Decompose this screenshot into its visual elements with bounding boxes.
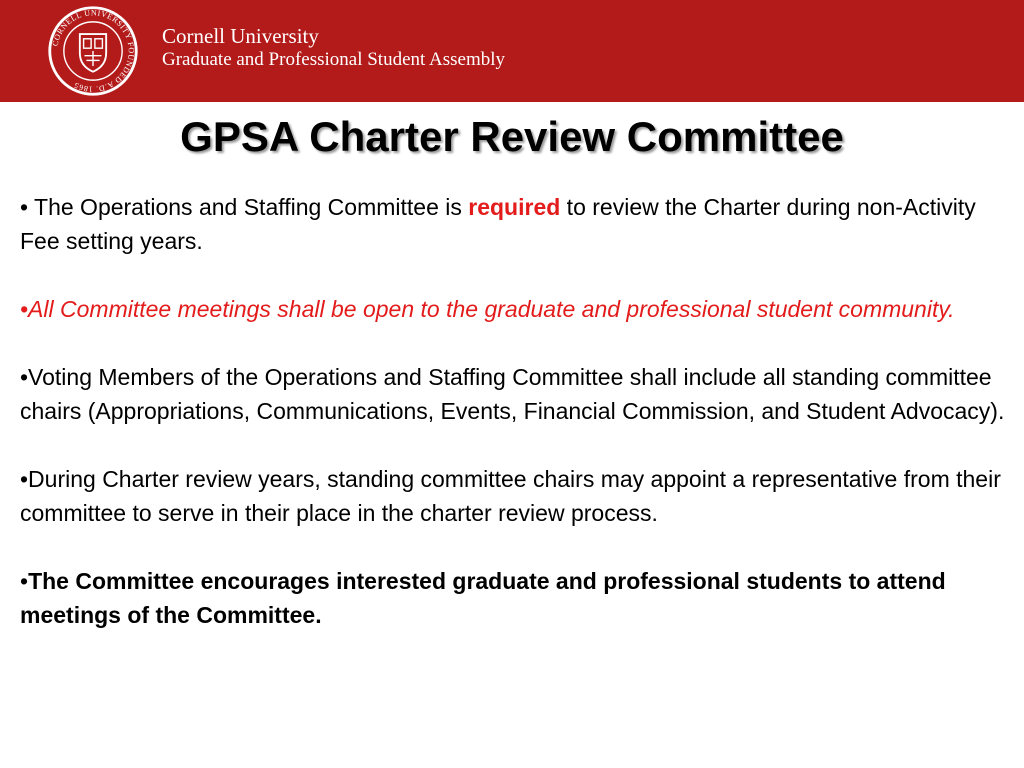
bullet-required-review: [20, 190, 1005, 258]
bullet-open-meetings: •All Committee meetings shall be open to the graduate and professional student community.: [20, 296, 955, 322]
bullet-voting-members: •Voting Members of the Operations and Staffing Committee shall include all standing committee chairs (Appropriations, Communications, Events, Financial Commission, and Student Advocacy).: [20, 364, 1005, 424]
bullet-1-before: • The Operations and Staffing Committee is: [20, 194, 469, 220]
svg-text:CORNELL UNIVERSITY FOUNDED A.D: CORNELL UNIVERSITY FOUNDED A.D. 1865: [50, 8, 136, 94]
university-name: Cornell University: [162, 24, 319, 48]
bullet-5-text: The Committee encourages interested graduate and professional students to attend meetings of the Committee.: [20, 568, 946, 628]
bullet-1-after: to review the Charter during non-Activity Fee setting years.: [20, 194, 976, 254]
header-banner: [0, 0, 1024, 102]
bullet-encourage-attendance: [20, 564, 1005, 632]
bullet-appoint-representative: •During Charter review years, standing committee chairs may appoint a representative from their committee to serve in their place in the charter review process.: [20, 466, 1001, 526]
required-emphasis: required: [468, 194, 561, 220]
header-brand: [162, 24, 505, 72]
slide-title: GPSA Charter Review Committee: [180, 113, 844, 160]
slide-body: [20, 190, 1005, 666]
assembly-name: Graduate and Professional Student Assembly: [162, 49, 506, 70]
bullet-5-marker: •: [20, 568, 29, 594]
cornell-seal-icon: [46, 4, 140, 98]
